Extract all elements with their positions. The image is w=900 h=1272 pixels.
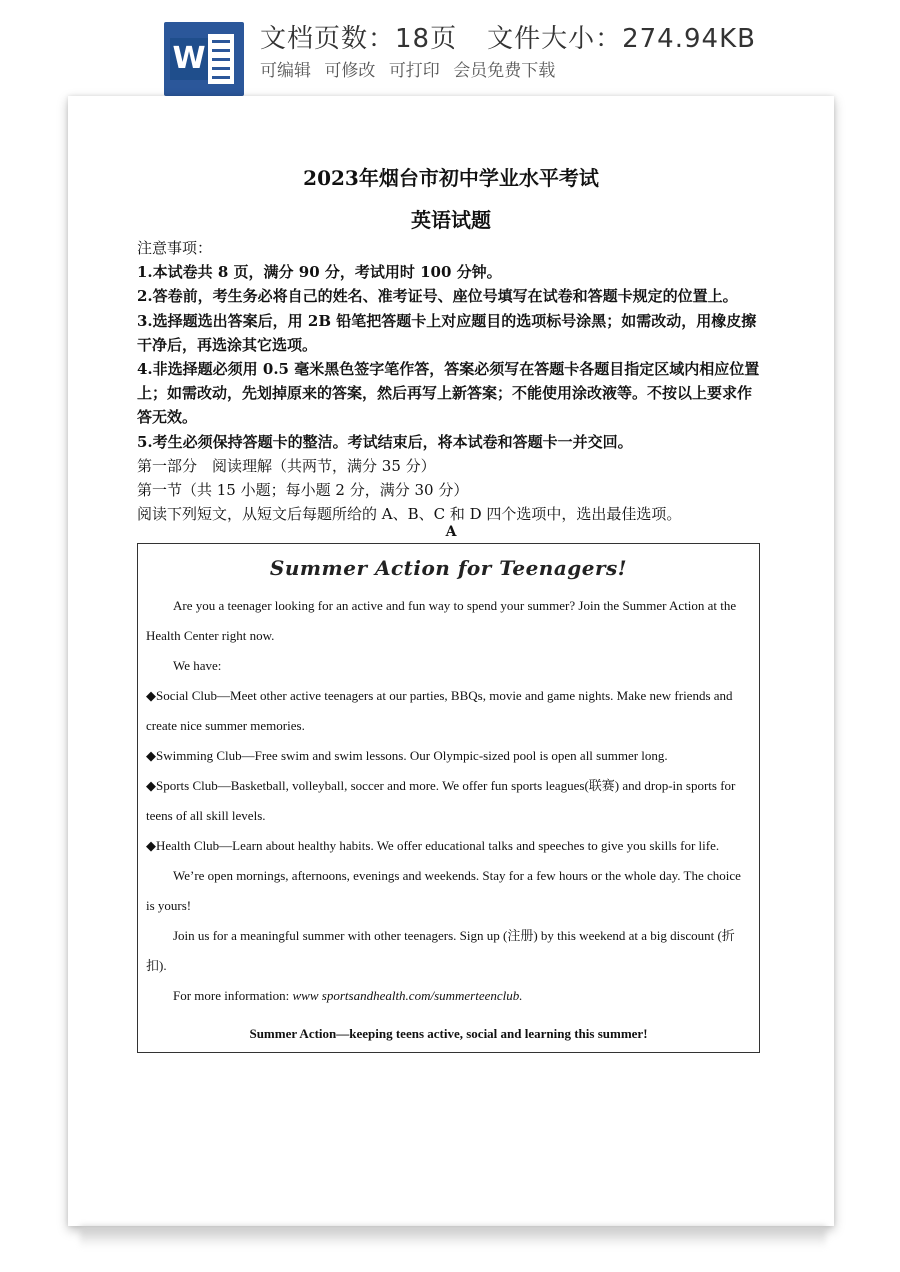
file-info [260, 18, 756, 55]
ad-intro: Are you a teenager looking for an active and fun way to spend your summer? Join the Summer Action at the Health Center right now. [146, 598, 737, 643]
note-item: 2.答卷前，考生务必将自己的姓名、准考证号、座位号填写在试卷和答题卡规定的位置上。 [137, 287, 738, 306]
ad-more-info [146, 981, 752, 1011]
ad-hours: We’re open mornings, afternoons, evenings and weekends. Stay for a few hours or the whole day. The choice is yours! [146, 868, 741, 913]
ad-we-have: We have: [173, 658, 222, 673]
file-size-label: 文件大小：274.94KB [487, 24, 756, 54]
passage-box [137, 543, 760, 1053]
note-item: 1.本试卷共 8 页，满分 90 分，考试用时 100 分钟。 [137, 263, 502, 282]
club-item-health: ◆Health Club—Learn about healthy habits. We offer educational talks and speeches to give you skills for life. [146, 838, 720, 853]
ad-join: Join us for a meaningful summer with other teenagers. Sign up (注册) by this weekend at a big discount (折扣). [146, 928, 735, 973]
ad-title: Summer Action for Teenagers! [269, 556, 628, 580]
download-banner [0, 0, 900, 100]
ad-body [146, 591, 752, 1011]
page-shadow [80, 1226, 826, 1248]
instruction-text: 阅读下列短文，从短文后每题所给的 A、B、C 和 D 四个选项中，选出最佳选项。 [137, 505, 682, 524]
word-document-icon [164, 22, 244, 96]
word-icon-letter: W [170, 38, 208, 80]
page-count-label: 文档页数：18页 [260, 24, 458, 54]
passage-label: A [445, 524, 457, 540]
club-item-sports: ◆Sports Club—Basketball, volleyball, soccer and more. We offer fun sports leagues(联赛) and drop-in sports for teens of all skill levels. [146, 778, 736, 823]
note-item: 5.考生必须保持答题卡的整洁。考试结束后，将本试卷和答题卡一并交回。 [137, 432, 633, 451]
feature-member-download[interactable]: 会员免费下载 [453, 61, 556, 81]
notes-heading: 注意事项： [137, 239, 213, 257]
exam-subtitle: 英语试题 [411, 208, 491, 232]
feature-printable: 可打印 [388, 61, 440, 81]
feature-list [260, 56, 563, 81]
feature-modifiable: 可修改 [324, 61, 376, 81]
feature-editable: 可编辑 [260, 61, 311, 81]
exam-notes [137, 236, 765, 526]
exam-title: 2023年烟台市初中学业水平考试 [303, 166, 599, 190]
club-item-social: ◆Social Club—Meet other active teenagers at our parties, BBQs, movie and game nights. Make new friends and create nice summer memories. [146, 688, 733, 733]
more-info-url: www sportsandhealth.com/summerteenclub. [292, 988, 523, 1003]
ad-footer-slogan: Summer Action—keeping teens active, social and learning this summer! [249, 1026, 648, 1041]
note-item: 3.选择题选出答案后，用 2B 铅笔把答题卡上对应题目的选项标号涂黑；如需改动，用橡皮擦干净后，再选涂其它选项。 [137, 311, 757, 354]
section-heading: 第一节（共 15 小题；每小题 2 分，满分 30 分） [137, 481, 469, 500]
part-heading: 第一部分 阅读理解（共两节，满分 35 分） [137, 456, 436, 475]
club-item-swimming: ◆Swimming Club—Free swim and swim lessons. Our Olympic-sized pool is open all summer long. [146, 748, 668, 763]
more-info-label: For more information: [173, 988, 293, 1003]
note-item: 4.非选择题必须用 0.5 毫米黑色签字笔作答，答案必须写在答题卡各题目指定区域内相应位置上；如需改动，先划掉原来的答案，然后再写上新答案；不能使用涂改液等。不按以上要求作答无效。 [137, 360, 760, 427]
